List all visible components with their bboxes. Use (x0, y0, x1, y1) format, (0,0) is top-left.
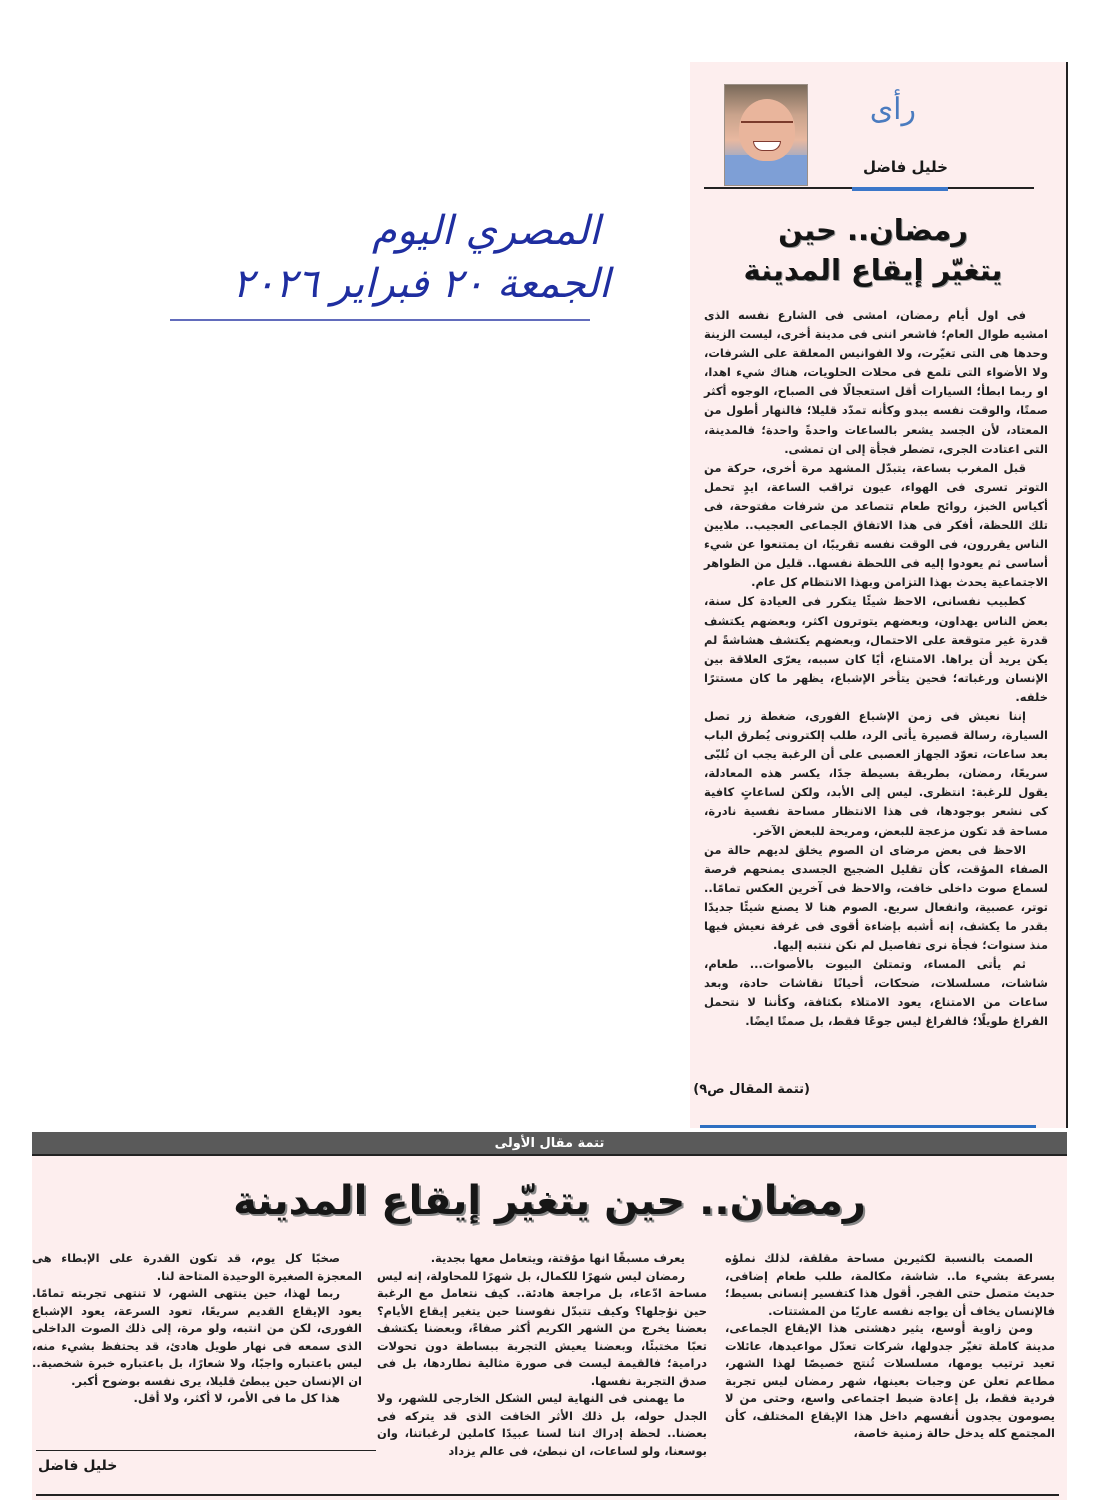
article-paragraph: قبل المغرب بساعة، يتبدّل المشهد مرة أخرى، حركة من التوتر تسرى فى الهواء، عيون تراقب الساعة، ايدٍ تحمل أكياس الخبز، روائح طعام تتصاعد من شرفات مفتوحة، فى تلك اللحظة، أفكر فى هذا الاتفاق الجماعى العجيب.. ملايين الناس يقررون، فى الوقت نفسه تقريبًا، ان يمتنعوا عن شيء أساسى ثم يعودوا إليه فى اللحظة نفسها.. قليل من الظواهر الاجتماعية يحدث بهذا التزامن وبهذا الانتظام كل عام. (704, 460, 1048, 590)
continuation-columns (32, 1250, 1067, 1490)
headline-line-2: يتغيّر إيقاع المدينة (743, 253, 1003, 287)
article-paragraph: هذا كل ما فى الأمر، لا أكثر، ولا أقل. (133, 1391, 340, 1405)
continuation-headline: رمضان.. حين يتغيّر إيقاع المدينة (233, 1178, 866, 1224)
article-headline (710, 210, 1036, 290)
handwritten-underline (170, 319, 590, 321)
header-divider-accent (852, 187, 948, 191)
article-paragraph: يعرف مسبقًا انها مؤقتة، ويتعامل معها بجدية. (430, 1251, 685, 1265)
signature-divider (36, 1450, 376, 1451)
continuation-column-1 (725, 1250, 1055, 1443)
author-signature: خليل فاضل (38, 1458, 118, 1474)
article-clipping-front (690, 62, 1068, 1128)
continuation-section-bar: تتمة مقال الأولى (32, 1132, 1067, 1156)
article-paragraph: ثم يأتى المساء، وتمتلئ البيوت بالأصوات... طعام، شاشات، مسلسلات، ضحكات، أحيانًا نقاشات حادة، وبعد ساعات من الامتناع، يعود الامتلاء بكثافة، وكأننا لا نتحمل الفراغ طويلًا؛ فالفراغ ليس جوعًا فقط، بل صمتًا ايضًا. (704, 957, 1048, 1029)
article-paragraph: إننا نعيش فى زمن الإشباع الفورى، ضغطة زر تصل السيارة، رسالة قصيرة يأتى الرد، طلب إلكترونى يُطرق الباب بعد ساعات، تعوّد الجهاز العصبى على أن الرغبة يجب ان تُلبّى سريعًا، رمضان، بطريقة بسيطة جدًا، يكسر هذه المعادلة، يقول للرغبة: انتظرى. ليس إلى الأبد، ولكن لساعاتٍ كافية كى نشعر بوجودها، فى هذا الانتظار مساحة نفسية نادرة، مساحة قد تكون مزعجة للبعض، ومريحة للبعض الآخر. (704, 708, 1048, 838)
article-paragraph: الاحظ فى بعض مرضاى ان الصوم يخلق لديهم حالة من الصفاء المؤقت، كأن تقليل الضجيج الجسدى يمنحهم فرصة لسماع صوت داخلى خافت، والاحظ فى آخرين العكس تمامًا.. توتر، عصبية، وانفعال سريع. الصوم هنا لا يصنع شيئًا جديدًا بقدر ما يكشف، إنه أشبه بإضاءة أقوى فى غرفة نعيش فيها منذ سنوات؛ فجأة نرى تفاصيل لم نكن ننتبه إليها. (704, 842, 1048, 953)
continuation-column-3 (32, 1250, 362, 1408)
continued-on-page-note: (تتمة المقال ص٩) (693, 1082, 810, 1097)
headline-line-1: رمضان.. حين (778, 213, 968, 247)
continuation-column-2 (377, 1250, 707, 1460)
author-photo-glasses (741, 121, 793, 129)
article-clipping-continuation (32, 1132, 1067, 1500)
author-byline: خليل فاضل (862, 158, 948, 176)
article-paragraph: فى اول أيام رمضان، امشى فى الشارع نفسه الذى امشيه طوال العام؛ فاشعر اننى فى مدينة أخرى، ليست الزينة وحدها هى التى تغيّرت، ولا الفوانيس المعلقة على الشرفات، ولا الأضواء التى تلمع فى محلات الحلويات، هناك شيء اهدا، او ربما ابطأ؛ السيارات أقل استعجالًا فى الصباح، الوجوه أكثر صمتًا، والوقت نفسه يبدو وكأنه تمدّد قليلا؛ فالنهار أطول من المعتاد، لأن الجسد يشعر بالساعات واحدةً واحدة؛ فالمدينة، التى اعتادت الجرى، تضطر فجأة إلى ان تمشى. (704, 308, 1048, 456)
article-paragraph: ربما لهذا، حين ينتهى الشهر، لا تنتهى تجربته تمامًا. يعود الإيقاع القديم سريعًا، تعود السرعة، يعود الإشباع الفورى، لكن من انتبه، ولو مرة، إلى ذلك الصوت الداخلى الذى سمعه فى نهار طويل هادئ، قد يحتفظ بشيء منه، ليس باعتباره واجبًا، ولا شعارًا، بل باعتباره خبرة شخصية.. ان الإنسان حين يبطئ قليلا، يرى نفسه بوضوح أكبر. (32, 1286, 362, 1388)
section-label: رأى (869, 92, 916, 127)
article-paragraph: ومن زاوية أوسع، يثير دهشتى هذا الإيقاع الجماعى، مدينة كاملة تغيّر جدولها، شركات تعدّل مواعيدها، عائلات تعيد ترتيب يومها، مسلسلات تُنتج خصيصًا لهذا الشهر، مطاعم تعلن عن وجبات بعينها، شهر رمضان ليس تجربة فردية فقط، بل إعادة ضبط اجتماعى واسع، وحتى من لا يصومون يجدون أنفسهم داخل هذا الإيقاع المختلف، كأن المجتمع كله يدخل حالة زمنية خاصة، (725, 1321, 1055, 1440)
article-paragraph: رمضان ليس شهرًا للكمال، بل شهرًا للمحاولة، إنه ليس مساحة ادّعاء، بل مراجعة هادئة.. كيف نتعامل مع الرغبة حين نؤجلها؟ وكيف تتبدّل نفوسنا حين يتغير إيقاع الأيام؟ بعضنا يخرج من الشهر الكريم أكثر صفاءً، وبعضنا يكتشف تعبًا مختبئًا، وبعضنا يعيش التجربة ببساطة دون تحولات درامية؛ فالقيمة ليست فى صورة مثالية نطاردها، بل فى صدق التجربة نفسها. (377, 1268, 707, 1388)
handwritten-date: الجمعة ٢٠ فبراير ٢٠٢٦ (232, 261, 610, 307)
article-end-rule (36, 1494, 1059, 1496)
article-paragraph: كطبيب نفسانى، الاحظ شيئًا يتكرر فى العيادة كل سنة، بعض الناس يهداون، وبعضهم يتوترون اكثر، وبعضهم يكتشف قدرة غير متوقعة على الاحتمال، وبعضهم يكتشف هشاشةً لم يكن يريد أن يراها. الامتناع، أيًا كان سببه، يعرّى العلاقة بين الإنسان ورغباته؛ فحين يتأخر الإشباع، يظهر ما كان مستترًا خلفه. (704, 594, 1048, 704)
author-photo (724, 84, 808, 186)
clipping-bottom-accent (700, 1125, 1036, 1128)
article-paragraph: صخبًا كل يوم، قد تكون القدرة على الإبطاء هى المعجزة الصغيرة الوحيدة المتاحة لنا. (32, 1251, 362, 1283)
article-body (704, 306, 1048, 1032)
article-paragraph: الصمت بالنسبة لكثيرين مساحة مقلقة، لذلك نملؤه بسرعة بشيء ما.. شاشة، مكالمة، طلب طعام إضافى، حديث متصل حتى الفجر. أقول هذا كتفسير إنسانى بسيط؛ فالإنسان يخاف أن يواجه نفسه عاريًا من المشتتات. (725, 1251, 1055, 1318)
article-paragraph: ما يهمنى فى النهاية ليس الشكل الخارجى للشهر، ولا الجدل حوله، بل ذلك الأثر الخافت الذى قد يتركه فى بعضنا.. لحظة إدراك اننا لسنا عبيدًا كاملين لرغباتنا، وان بوسعنا، ولو لساعات، ان نبطئ، فى عالم يزداد (377, 1391, 707, 1458)
handwritten-annotation (150, 205, 610, 321)
author-photo-face (739, 99, 795, 161)
handwritten-newspaper-name: المصري اليوم (371, 208, 600, 254)
